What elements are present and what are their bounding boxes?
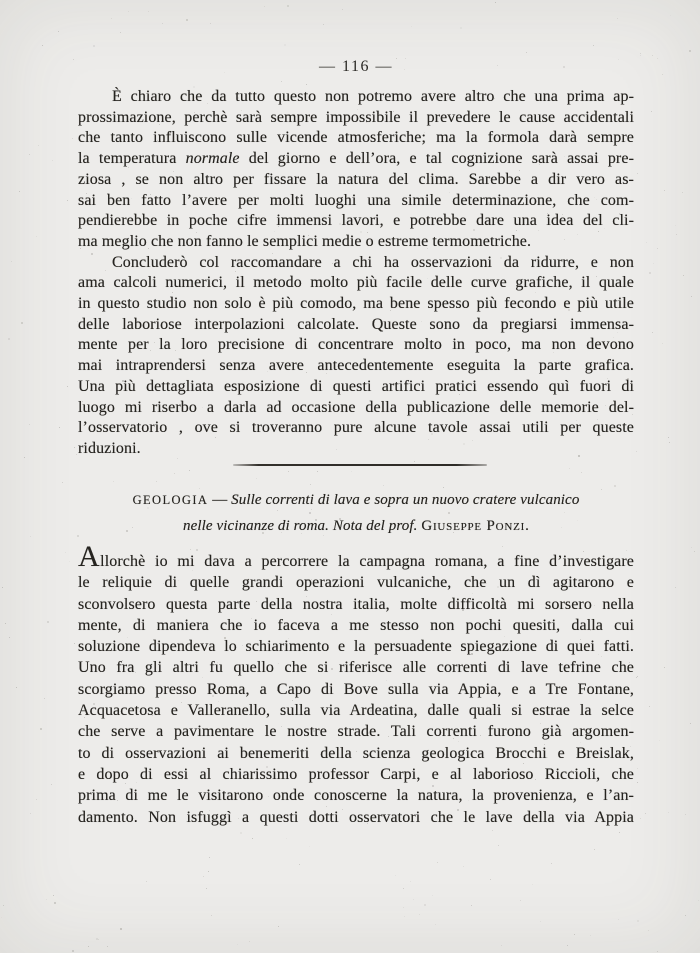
text-segment: GEOLOGIA <box>132 493 209 507</box>
paper-speck <box>551 863 552 864</box>
paper-speck <box>58 31 59 32</box>
text-line <box>78 170 634 191</box>
text-segment: llorchè io mi dava a percorrere la campagna romana, a fine d’investigare <box>100 553 634 570</box>
paper-speck <box>323 24 324 25</box>
paper-speck <box>689 50 691 52</box>
paper-speck <box>72 138 73 139</box>
paper-speck <box>652 55 653 56</box>
paper-speck <box>648 930 649 931</box>
paper-speck <box>698 900 699 901</box>
paper-speck <box>567 945 568 946</box>
text-line <box>78 807 634 828</box>
paper-speck <box>540 921 541 922</box>
text-line <box>78 540 634 573</box>
paper-speck <box>419 914 420 915</box>
paper-speck <box>288 471 289 472</box>
paper-speck <box>414 461 415 462</box>
paper-speck <box>156 481 157 482</box>
paper-speck <box>30 813 31 814</box>
text-line <box>78 128 634 149</box>
text-segment: Sulle correnti di lava e sopra un nuovo cratere vulcanico <box>231 492 580 508</box>
paper-speck <box>52 160 53 161</box>
paper-speck <box>619 832 620 833</box>
paper-speck <box>5 623 6 624</box>
paper-speck <box>29 424 30 425</box>
paper-speck <box>249 941 250 942</box>
text-segment: soluzione dipendeva lo schiarimento e la persuadente spiegazione di quei fatti. <box>78 638 634 656</box>
text-segment: le reliquie di quelle grandi operazioni vulcaniche, che un dì agitarono e <box>78 574 634 592</box>
paper-speck <box>69 561 70 562</box>
text-line <box>78 785 634 806</box>
paper-speck <box>74 447 75 448</box>
paper-speck <box>424 904 426 906</box>
paper-speck <box>670 15 671 16</box>
text-segment: mente, di maniera che io faceva a me stesso non pochi quesiti, dalla cui <box>78 616 634 634</box>
paper-speck <box>657 58 658 59</box>
paper-speck <box>662 343 663 344</box>
paper-speck <box>148 11 149 12</box>
text-segment: la temperatura <box>78 150 186 168</box>
text-line <box>78 211 634 232</box>
paper-speck <box>637 173 638 174</box>
text-line <box>78 615 634 636</box>
paper-speck <box>460 27 462 29</box>
paper-speck <box>404 916 405 917</box>
paper-speck <box>646 242 647 243</box>
paper-speck <box>682 192 683 193</box>
paper-speck <box>351 471 352 472</box>
paper-speck <box>284 44 286 46</box>
text-segment: Acquacetosa e Valleranello, sulla via Ardeatina, dalle quali si estrae la selce <box>78 702 634 720</box>
paper-speck <box>30 536 31 537</box>
text-line <box>78 335 634 356</box>
text-line <box>78 657 634 678</box>
paper-speck <box>637 782 638 783</box>
text-segment: normale <box>185 150 240 168</box>
paper-speck <box>306 84 307 85</box>
text-segment: prima di me le visitarono onde conoscerne la natura, la provenienza, e l’an- <box>78 787 634 805</box>
paper-speck <box>252 838 253 839</box>
paper-speck <box>21 322 23 324</box>
paper-speck <box>11 261 12 262</box>
text-segment: sconvolsero questa parte della nostra italia, molte difficoltà mi sorsero nella <box>78 595 634 613</box>
paper-speck <box>19 191 20 192</box>
text-line <box>78 356 634 377</box>
paper-speck <box>113 481 114 482</box>
paper-speck <box>65 552 66 553</box>
paper-speck <box>96 938 98 940</box>
text-segment: Giuseppe Ponzi <box>421 518 526 534</box>
paper-speck <box>675 587 676 588</box>
text-segment: pendierebbe in poche cifre immensi lavori, e potrebbe dare una idea del cli- <box>78 212 634 230</box>
paper-speck <box>669 442 670 443</box>
paper-speck <box>383 485 384 486</box>
paper-speck <box>664 667 665 668</box>
paper-speck <box>189 470 190 471</box>
paper-speck <box>532 884 533 885</box>
paper-speck <box>93 45 95 47</box>
text-line <box>78 743 634 764</box>
text-segment: to di osservazioni ai benemeriti della scienza geologica Brocchi e Breislak, <box>78 744 634 762</box>
paper-speck <box>593 45 594 46</box>
paper-speck <box>495 2 496 3</box>
paper-speck <box>410 881 411 882</box>
paper-speck <box>128 11 129 12</box>
text-segment: — <box>208 492 232 508</box>
paper-speck <box>590 935 591 936</box>
paper-speck <box>636 451 637 452</box>
paper-speck <box>645 813 646 814</box>
paper-speck <box>649 706 650 707</box>
text-segment: luogo mi riserbo a darla ad occasione della publicazione delle memorie del- <box>78 398 634 416</box>
text-line <box>78 636 634 657</box>
text-segment: Concluderò col raccomandare a chi ha osservazioni da ridurre, e non <box>112 253 634 271</box>
paper-speck <box>67 386 68 387</box>
section-heading <box>78 487 634 539</box>
text-segment: Una più dettagliata esposizione di questi artifici pratici essendo quì fuori di <box>78 377 634 395</box>
intro-paragraphs <box>78 87 634 460</box>
text-line <box>78 721 634 742</box>
paper-speck <box>146 881 147 882</box>
text-segment: prossimazione, perchè sarà sempre impossibile il prevedere le cause accidentali <box>78 108 634 126</box>
paper-speck <box>403 907 404 908</box>
page-number: — 116 — <box>319 58 393 75</box>
paper-speck <box>256 478 257 479</box>
paper-speck <box>636 677 637 678</box>
paper-speck <box>240 832 242 834</box>
text-line <box>78 572 634 593</box>
text-segment: mente per la loro precisione di concentrare molto in poco, ma non devono <box>78 336 634 354</box>
paper-speck <box>74 643 75 644</box>
text-line <box>78 315 634 336</box>
paper-speck <box>618 919 619 920</box>
paper-speck <box>657 248 658 249</box>
paper-speck <box>211 915 212 916</box>
paper-speck <box>206 888 207 889</box>
paper-speck <box>685 814 686 815</box>
paper-speck <box>59 427 60 428</box>
paper-speck <box>657 951 658 952</box>
paper-speck <box>498 845 499 846</box>
paper-speck <box>342 9 343 10</box>
text-line <box>78 439 634 460</box>
paper-speck <box>310 484 311 485</box>
text-segment: nelle vicinanze di roma. Nota del prof. <box>183 518 422 534</box>
paper-speck <box>683 275 684 276</box>
paper-speck <box>637 768 638 769</box>
paper-speck <box>574 934 575 935</box>
paper-speck <box>286 838 287 839</box>
paper-speck <box>98 939 99 940</box>
paper-speck <box>208 871 209 872</box>
paper-speck <box>675 225 676 226</box>
paper-speck <box>46 899 47 900</box>
text-segment: ama calcoli numerici, il metodo molto più facile delle curve grafiche, il quale <box>78 274 634 292</box>
paper-speck <box>432 895 433 896</box>
paper-speck <box>76 454 77 455</box>
paper-speck <box>2 587 3 588</box>
paper-speck <box>659 740 660 741</box>
paper-speck <box>690 723 691 724</box>
paper-speck <box>309 846 310 847</box>
text-segment: È chiaro che da tutto questo non potremo avere altro che una prima ap- <box>112 88 634 105</box>
text-line <box>78 108 634 129</box>
paper-speck <box>685 915 686 916</box>
text-segment: che tanto influiscono sulle vicende atmosferiche; ma la formola darà sempre <box>78 129 634 147</box>
paper-speck <box>111 18 112 19</box>
paper-speck <box>209 857 210 858</box>
section-divider <box>233 464 487 466</box>
text-line <box>78 764 634 785</box>
text-line <box>78 594 634 615</box>
paper-speck <box>691 547 692 548</box>
text-segment: mai intraprendersi senza avere antecedentemente eseguita la parte grafica. <box>78 357 634 375</box>
text-segment: che serve a pavimentare le nostre strade. Tali correnti furono già argomen- <box>78 723 634 741</box>
paper-speck <box>67 200 68 201</box>
text-line <box>78 273 634 294</box>
paper-speck <box>203 876 204 877</box>
paper-speck <box>299 864 300 865</box>
paper-speck <box>73 59 74 60</box>
text-line <box>78 418 634 439</box>
text-line <box>78 294 634 315</box>
text-segment: in questo studio non solo è più comodo, ma bene spesso più fecondo e più utile <box>78 295 634 313</box>
paper-speck <box>40 728 42 730</box>
text-segment: . <box>525 518 529 534</box>
paper-speck <box>1 917 2 918</box>
paper-speck <box>640 818 641 819</box>
paper-speck <box>264 6 265 7</box>
paper-speck <box>107 946 108 947</box>
paper-speck <box>501 945 502 946</box>
paper-speck <box>668 812 669 813</box>
text-segment: damento. Non isfuggì a questi dotti osservatori che le lave della via Appia <box>78 808 634 826</box>
paper-speck <box>520 900 521 901</box>
paper-speck <box>62 482 63 483</box>
text-line <box>78 700 634 721</box>
paper-speck <box>637 676 638 677</box>
paper-speck <box>186 19 188 21</box>
paper-speck <box>281 81 282 82</box>
paper-speck <box>72 950 74 952</box>
text-line <box>78 191 634 212</box>
paper-speck <box>653 263 654 264</box>
paper-speck <box>649 272 651 274</box>
paper-speck <box>54 902 56 904</box>
paper-speck <box>637 920 639 922</box>
paper-speck <box>569 468 570 469</box>
paper-speck <box>411 26 412 27</box>
paper-speck <box>490 879 491 880</box>
paper-speck <box>278 926 279 927</box>
paper-speck <box>652 332 653 333</box>
paper-speck <box>16 687 17 688</box>
paper-speck <box>435 924 436 925</box>
text-segment: riduzioni. <box>78 439 141 457</box>
paper-speck <box>36 236 37 237</box>
paper-speck <box>317 471 318 472</box>
paper-speck <box>44 698 45 699</box>
text-line <box>78 87 634 108</box>
paper-speck <box>120 32 121 33</box>
text-line <box>78 149 634 170</box>
paper-speck <box>174 473 175 474</box>
paper-speck <box>53 895 54 896</box>
text-line <box>78 513 634 539</box>
paper-speck <box>691 296 692 297</box>
text-line <box>78 487 634 513</box>
paper-speck <box>51 784 52 785</box>
paper-speck <box>662 74 663 75</box>
paper-speck <box>3 905 4 906</box>
paper-speck <box>47 621 49 623</box>
paper-speck <box>471 905 472 906</box>
text-line <box>78 232 634 253</box>
text-line <box>78 398 634 419</box>
paper-speck <box>120 928 122 930</box>
text-line <box>78 377 634 398</box>
paper-speck <box>287 5 289 7</box>
paper-speck <box>24 457 25 458</box>
paper-speck <box>237 944 238 945</box>
paper-speck <box>492 830 493 831</box>
text-segment: e dopo di essi al chiarissimo professor Carpi, e al laborioso Riccioli, che <box>78 765 634 783</box>
paper-speck <box>651 111 652 112</box>
paper-speck <box>594 849 595 850</box>
paper-speck <box>463 866 464 867</box>
text-segment: Uno fra gli altri fu quello che si riferisce alle correnti di lave tefrine che <box>78 659 634 677</box>
paper-speck <box>210 23 211 24</box>
text-segment: ziosa , se non altro per fissare la natura del clima. Sarebbe a dir vero as- <box>78 170 634 188</box>
paper-speck <box>413 899 414 900</box>
paper-speck <box>640 55 641 56</box>
text-line <box>78 679 634 700</box>
text-segment: sai ben fatto l’avere per molti luoghi una simile determinazione, che com- <box>78 191 634 209</box>
paper-speck <box>640 53 641 54</box>
text-segment: ma meglio che non fanno le semplici medie o estreme termometriche. <box>78 232 532 250</box>
paper-speck <box>395 875 396 876</box>
paper-speck <box>162 23 163 24</box>
paper-speck <box>88 946 89 947</box>
text-segment: del giorno e dell’ora, e tal cognizione sarà assai pre- <box>239 150 634 168</box>
paper-speck <box>617 18 618 19</box>
text-segment: l’osservatorio , ove si troveranno pure alcune tavole assai utili per queste <box>78 419 634 437</box>
paper-speck <box>581 472 582 473</box>
paper-speck <box>437 862 438 863</box>
text-segment: scorgiamo presso Roma, a Capo di Bove sulla via Appia, e a Tre Fontane, <box>78 680 634 698</box>
initial-capital: A <box>78 540 101 573</box>
paper-speck <box>526 52 527 53</box>
paper-speck <box>668 437 669 438</box>
paper-speck <box>8 338 10 340</box>
paper-speck <box>9 637 10 638</box>
paper-speck <box>664 190 665 191</box>
paper-speck <box>403 888 404 889</box>
paper-speck <box>29 154 30 155</box>
text-line <box>78 253 634 274</box>
article-paragraph <box>78 540 634 828</box>
paper-speck <box>676 234 677 235</box>
paper-speck <box>36 799 37 800</box>
paper-speck <box>694 551 695 552</box>
paper-speck <box>38 145 39 146</box>
paper-speck <box>42 45 43 46</box>
text-segment: delle laboriose interpolazioni calcolate. Queste sono da pregiarsi immensa- <box>78 315 634 333</box>
